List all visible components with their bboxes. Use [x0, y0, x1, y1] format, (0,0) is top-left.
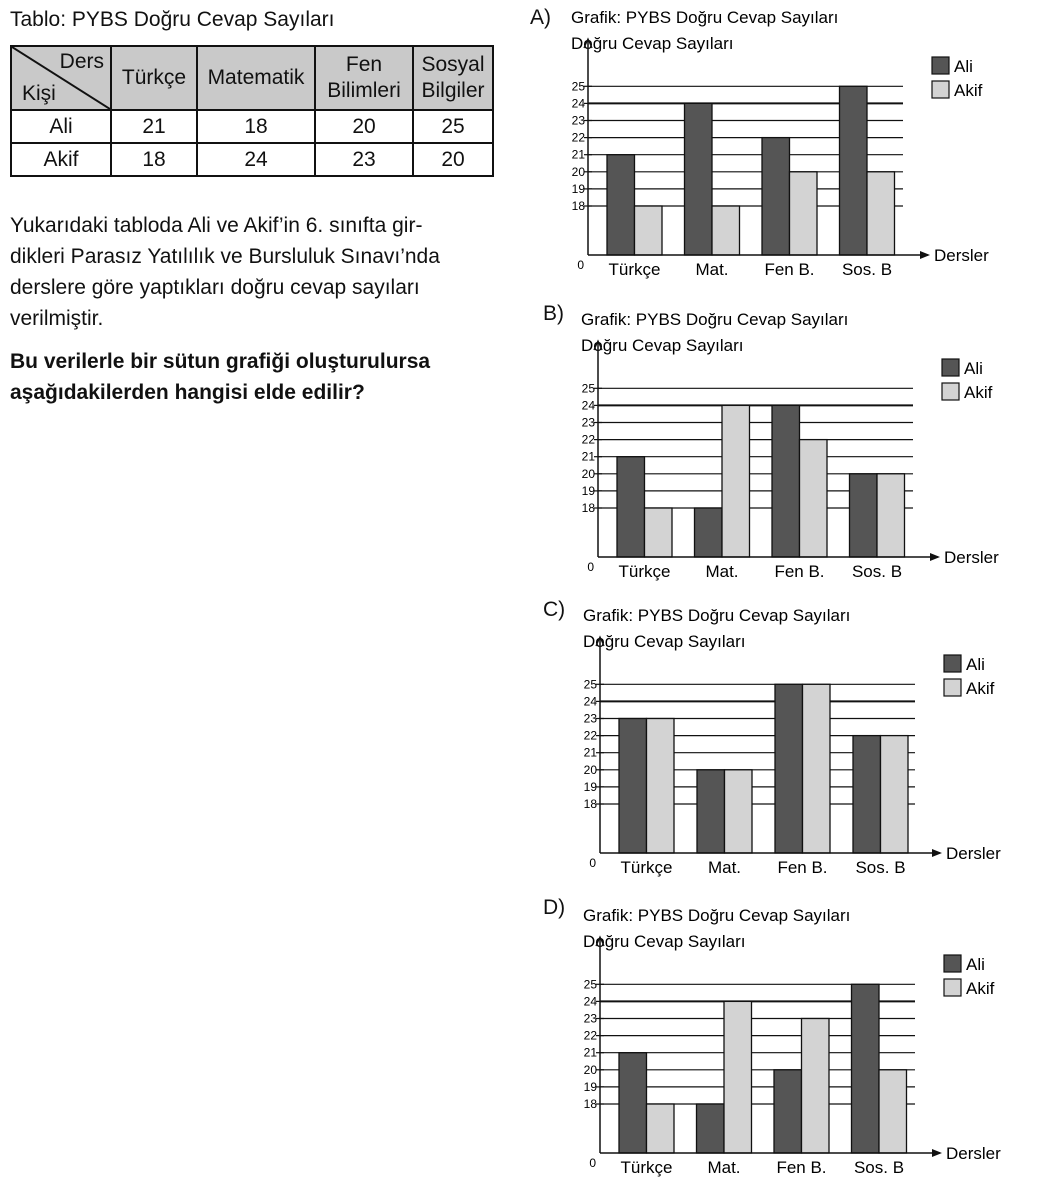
- x-tick-label: Sos. B: [851, 562, 903, 581]
- legend-label-akif: Akif: [964, 383, 993, 402]
- legend-label-ali: Ali: [954, 57, 973, 76]
- bar-akif: [647, 1104, 675, 1153]
- y-tick-label: 22: [571, 130, 585, 145]
- y-axis-label: Doğru Cevap Sayıları: [581, 336, 744, 355]
- bar-akif: [802, 1019, 830, 1154]
- option-c-label[interactable]: C): [543, 598, 566, 621]
- y-tick-label: 24: [581, 398, 595, 413]
- y-tick-label: 20: [583, 762, 597, 777]
- y-tick-label: 24: [583, 994, 597, 1009]
- x-axis-arrow: [932, 1149, 942, 1157]
- table-title: Tablo: PYBS Doğru Cevap Sayıları: [10, 8, 335, 31]
- y-tick-label: 25: [581, 381, 595, 396]
- bar-ali: [852, 984, 880, 1153]
- bar-akif: [879, 1070, 907, 1153]
- table-cell: 18: [111, 143, 197, 176]
- y-tick-label: 18: [583, 1097, 597, 1111]
- header-label: Fen: [345, 53, 383, 76]
- legend-label-ali: Ali: [966, 655, 985, 674]
- y-tick-label: 25: [583, 977, 597, 992]
- option-a-label[interactable]: A): [530, 6, 551, 29]
- x-tick-label: Mat.: [705, 562, 739, 581]
- chart-title: Grafik: PYBS Doğru Cevap Sayıları: [583, 606, 851, 625]
- x-tick-label: Türkçe: [618, 562, 671, 581]
- legend-label-akif: Akif: [966, 679, 995, 698]
- table-cell: 21: [111, 110, 197, 143]
- option-d-label[interactable]: D): [543, 896, 566, 919]
- origin-label: 0: [589, 856, 596, 870]
- x-tick-label: Sos. B: [855, 858, 906, 877]
- y-tick-label: 23: [583, 711, 597, 726]
- bar-akif: [724, 1001, 752, 1153]
- bar-ali: [619, 1053, 647, 1153]
- table-cell: 20: [315, 110, 413, 143]
- y-tick-label: 19: [583, 1079, 597, 1094]
- x-tick-label: Türkçe: [620, 858, 673, 877]
- y-tick-label: 23: [581, 415, 595, 430]
- question-line: derslere göre yaptıkları doğru cevap sayıları: [10, 276, 420, 299]
- corner-label-ders: Ders: [59, 50, 104, 73]
- y-tick-label: 19: [583, 779, 597, 794]
- bar-ali: [774, 1070, 802, 1153]
- x-tick-label: Fen B.: [776, 1158, 827, 1177]
- y-tick-label: 18: [583, 797, 597, 811]
- x-tick-label: Fen B.: [774, 562, 825, 581]
- x-axis-label: Dersler: [934, 246, 989, 265]
- header-label: Matematik: [207, 66, 305, 89]
- x-tick-label: Fen B.: [764, 260, 815, 279]
- table-cell: 23: [315, 143, 413, 176]
- question-line: Yukarıdaki tabloda Ali ve Akif’in 6. sınıfta gir-: [10, 214, 423, 237]
- table-cell: 25: [413, 110, 493, 143]
- y-tick-label: 19: [571, 181, 585, 196]
- bar-ali: [697, 1104, 725, 1153]
- y-tick-label: 22: [583, 1028, 597, 1043]
- x-tick-label: Fen B.: [777, 858, 828, 877]
- y-tick-label: 18: [581, 501, 595, 515]
- x-tick-label: Türkçe: [608, 260, 661, 279]
- y-tick-label: 23: [583, 1011, 597, 1026]
- option-b-label[interactable]: B): [543, 302, 564, 325]
- x-tick-label: Sos. B: [841, 260, 893, 279]
- y-tick-label: 21: [581, 449, 595, 464]
- corner-label-kisi: Kişi: [22, 82, 56, 105]
- y-tick-label: 24: [583, 694, 597, 709]
- legend-swatch-akif: [944, 979, 961, 996]
- x-tick-label: Mat.: [707, 1158, 741, 1177]
- y-tick-label: 25: [583, 677, 597, 692]
- x-tick-label: Mat.: [707, 858, 742, 877]
- y-tick-label: 20: [581, 466, 595, 481]
- y-tick-label: 21: [571, 147, 585, 162]
- x-axis-label: Dersler: [946, 1144, 1001, 1163]
- y-tick-label: 24: [571, 96, 585, 111]
- y-tick-label: 20: [571, 164, 585, 179]
- origin-label: 0: [587, 560, 594, 574]
- y-axis-label: Doğru Cevap Sayıları: [583, 932, 746, 951]
- y-axis-label: Doğru Cevap Sayıları: [583, 632, 746, 651]
- y-tick-label: 22: [583, 728, 597, 743]
- x-axis-label: Dersler: [944, 548, 999, 567]
- chart-title: Grafik: PYBS Doğru Cevap Sayıları: [571, 8, 839, 27]
- y-tick-label: 20: [583, 1062, 597, 1077]
- header-label: Sosyal: [421, 53, 485, 76]
- legend-swatch-ali: [944, 955, 961, 972]
- legend-label-akif: Akif: [954, 81, 983, 100]
- origin-label: 0: [577, 258, 584, 272]
- y-tick-label: 21: [583, 1045, 597, 1060]
- chart-title: Grafik: PYBS Doğru Cevap Sayıları: [583, 906, 851, 925]
- y-tick-label: 23: [571, 113, 585, 128]
- table-cell: 24: [197, 143, 315, 176]
- y-tick-label: 19: [581, 483, 595, 498]
- x-tick-label: Mat.: [695, 260, 729, 279]
- y-axis-label: Doğru Cevap Sayıları: [571, 34, 734, 53]
- row-name: Ali: [11, 110, 111, 143]
- legend-label-ali: Ali: [966, 955, 985, 974]
- origin-label: 0: [589, 1156, 596, 1170]
- x-tick-label: Türkçe: [620, 1158, 673, 1177]
- legend-label-akif: Akif: [966, 979, 995, 998]
- x-tick-label: Sos. B: [853, 1158, 905, 1177]
- question-line: dikleri Parasız Yatılılık ve Bursluluk Sınavı’nda: [10, 245, 440, 268]
- header-label: Türkçe: [121, 66, 187, 89]
- chart-title: Grafik: PYBS Doğru Cevap Sayıları: [581, 310, 849, 329]
- question-line: verilmiştir.: [10, 307, 104, 330]
- row-name: Akif: [11, 143, 111, 176]
- y-tick-label: 22: [581, 432, 595, 447]
- prompt-line: aşağıdakilerden hangisi elde edilir?: [10, 381, 365, 404]
- legend-label-ali: Ali: [964, 359, 983, 378]
- y-tick-label: 21: [583, 745, 597, 760]
- x-axis-label: Dersler: [946, 844, 1001, 863]
- y-tick-label: 25: [571, 79, 585, 94]
- table-cell: 20: [413, 143, 493, 176]
- prompt-line: Bu verilerle bir sütun grafiği oluşturulursa: [10, 350, 431, 373]
- y-tick-label: 18: [571, 199, 585, 213]
- table-cell: 18: [197, 110, 315, 143]
- header-label: Bilimleri: [327, 79, 401, 102]
- header-label: Bilgiler: [421, 79, 485, 102]
